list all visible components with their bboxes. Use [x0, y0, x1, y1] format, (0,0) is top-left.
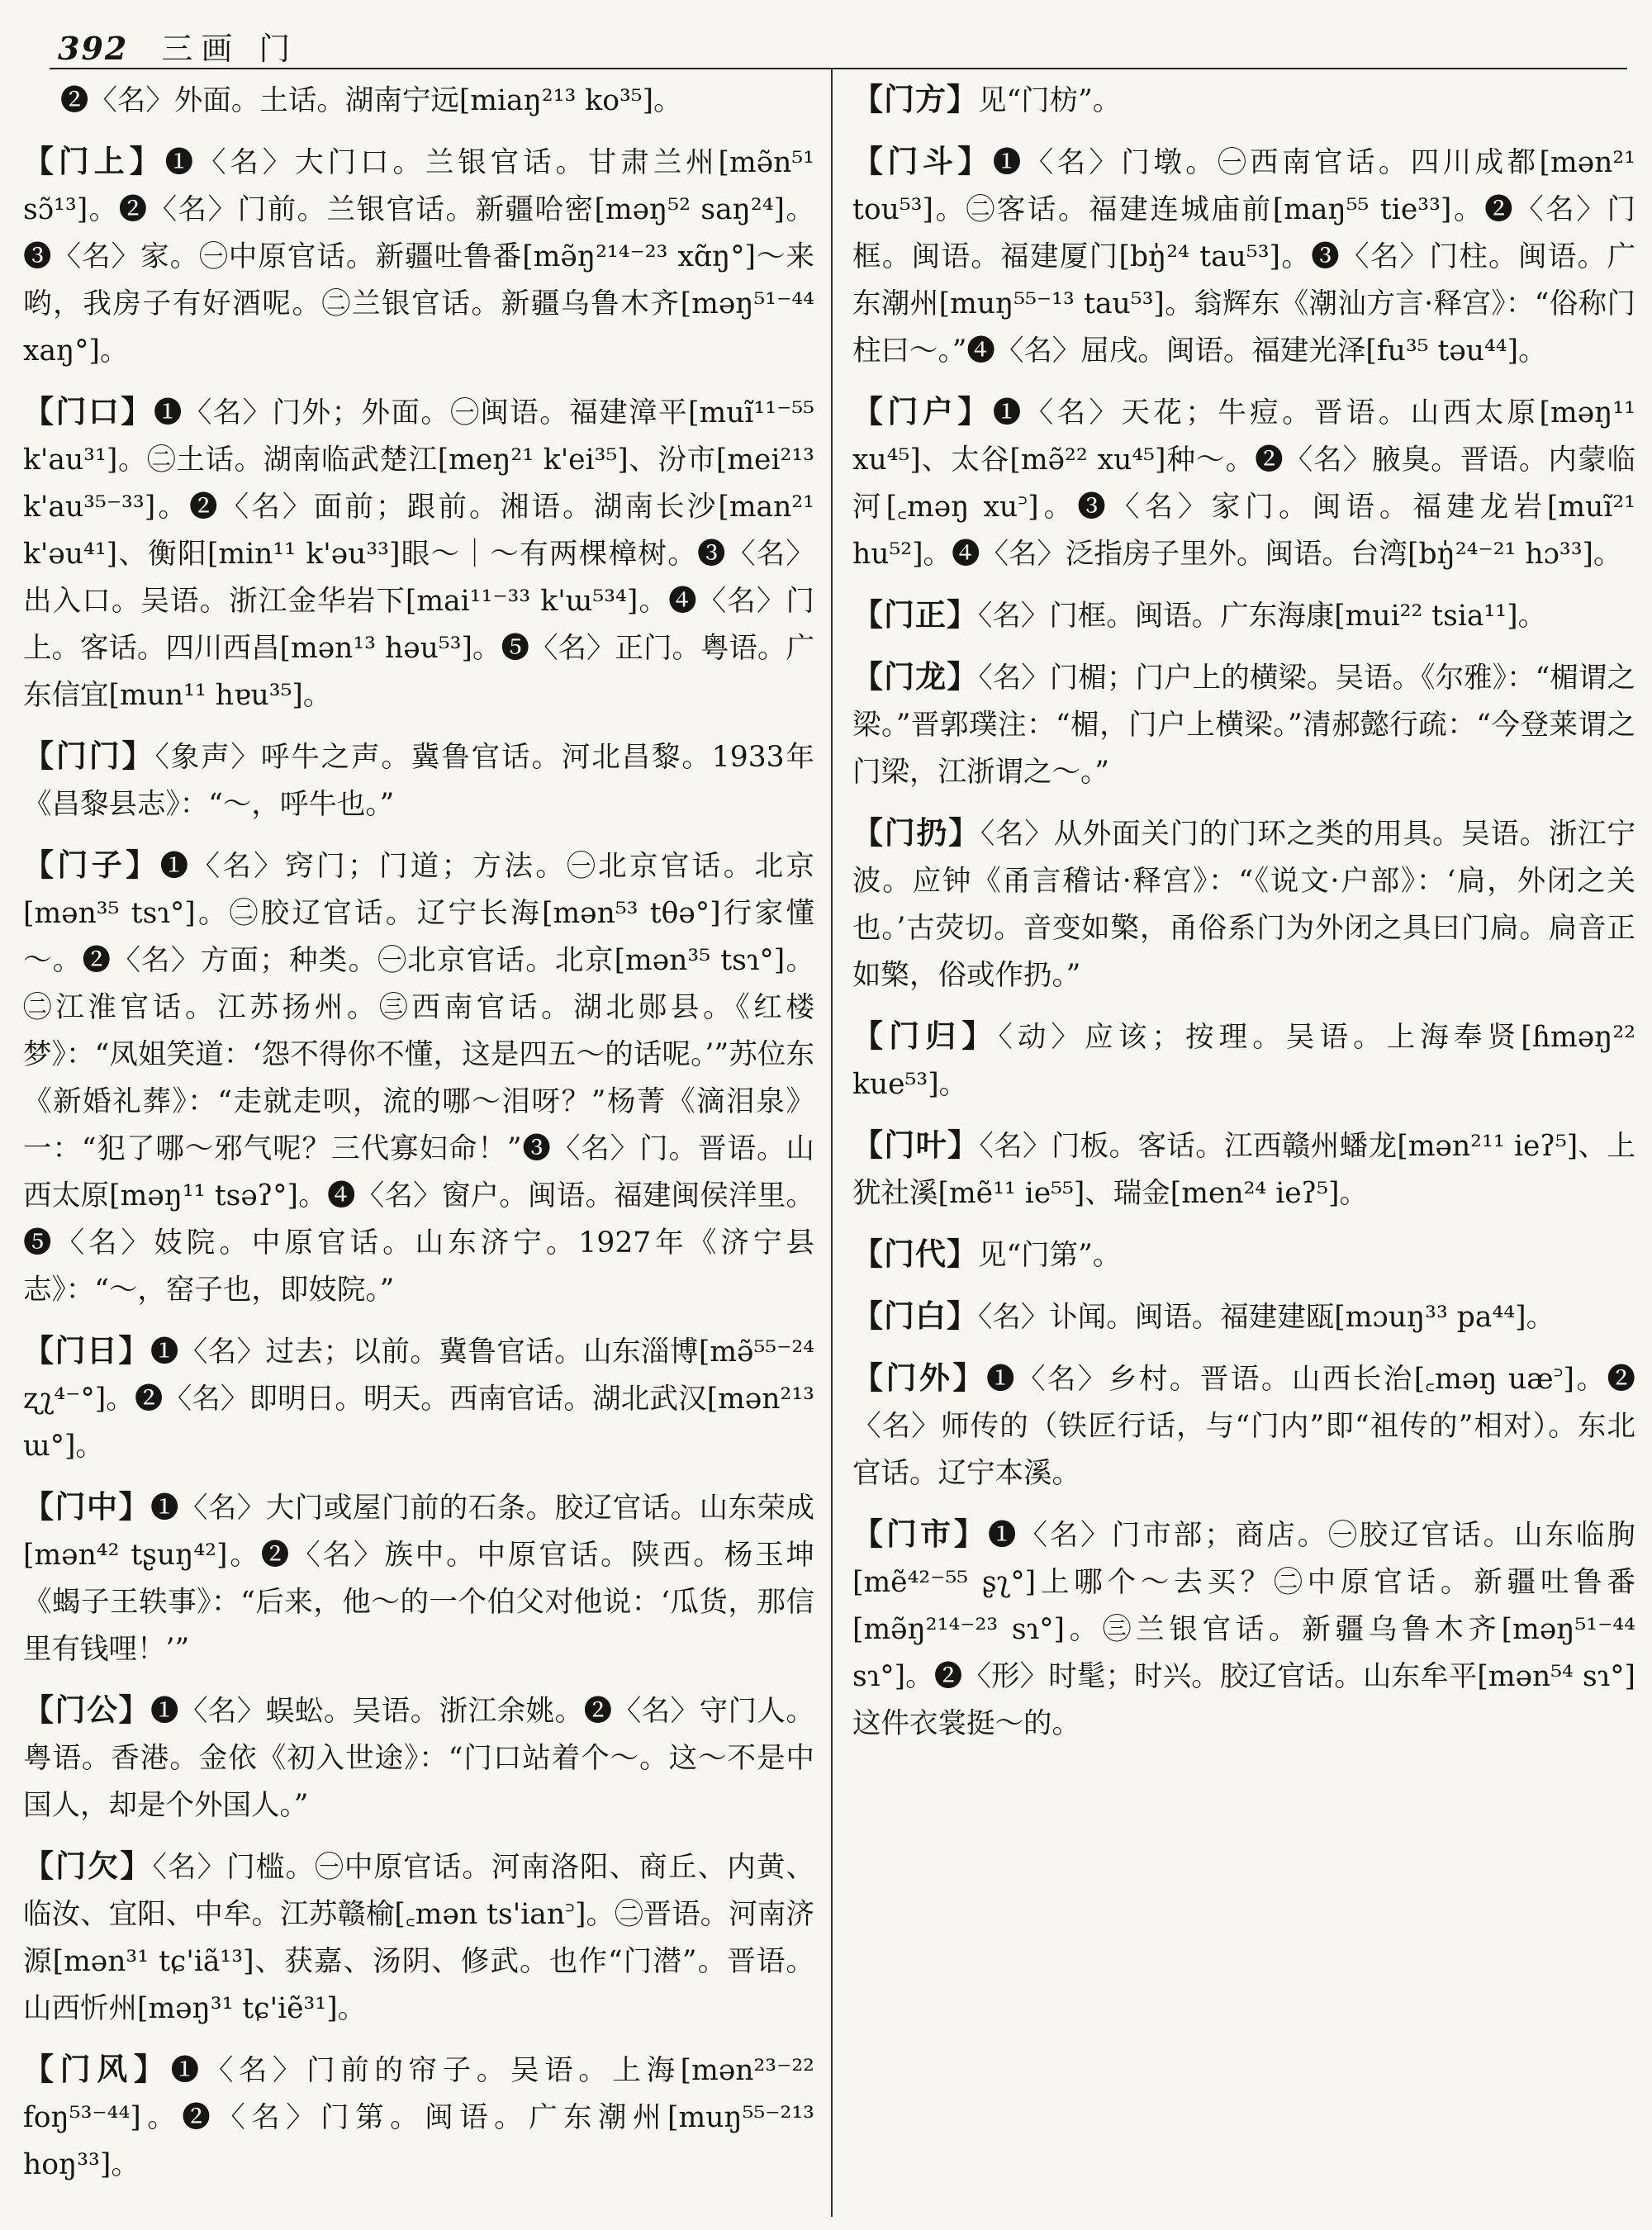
entry-headword: 【门外】	[852, 1359, 986, 1396]
entry-definition: 〈象声〉呼牛之声。冀鲁官话。河北昌黎。1933年《昌黎县志》：“～，呼牛也。”	[23, 741, 814, 821]
page-header	[58, 23, 1619, 73]
entry-definition: 〈名〉门板。客话。江西赣州蟠龙[mən²¹¹ ieʔ⁵]、上犹社溪[mẽ¹¹ ie⁵⁵]、瑞金[men²⁴ ieʔ⁵]。	[852, 1130, 1635, 1210]
entry-definition: 〈名〉门框。闽语。广东海康[mui²² tsia¹¹]。	[978, 600, 1547, 633]
entry-headword: 【门日】	[23, 1332, 150, 1369]
dictionary-entry	[23, 1483, 814, 1673]
entry-definition: 〈名〉从外面关门的门环之类的用具。吴语。浙江宁波。应钟《甬言稽诂·释宫》：“《说文·户部》：‘扃，外闭之关也。’古荧切。音变如檠，甬俗系门为外闭之具曰门扃。扃音正如檠，俗或作扔。”	[852, 818, 1636, 992]
entry-headword: 【门正】	[852, 596, 978, 633]
entry-headword: 【门上】	[23, 143, 165, 179]
entry-headword: 【门市】	[852, 1516, 988, 1552]
entry-definition: ❷〈名〉外面。土话。湖南宁远[miaŋ²¹³ ko³⁵]。	[59, 84, 682, 117]
entry-definition: ❶〈名〉乡村。晋语。山西长治[꜀məŋ uæ꜄]。❷〈名〉师传的（铁匠行话，与“门内”即“祖传的”相对）。东北官话。辽宁本溪。	[852, 1363, 1635, 1490]
entry-definition: ❶〈名〉门外；外面。㊀闽语。福建漳平[muĩ¹¹⁻⁵⁵ k'au³¹]。㊁土话。湖南临武楚江[meŋ²¹ k'ei³⁵]、汾市[mei²¹³ k'au³⁵⁻³³]。❷〈名〉面前；跟前。湘语。湖南长沙[man²¹ k'əu⁴¹]、衡阳[min¹¹ k'əu³³]眼～｜～有两棵樟树。❸〈名〉出入口。吴语。浙江金华岩下[mai¹¹⁻³³ k'ɯ⁵³⁴]。❹〈名〉门上。客话。四川西昌[mən¹³ həu⁵³]。❺〈名〉正门。粤语。广东信宜[mun¹¹ hɐu³⁵]。	[23, 396, 814, 712]
section-label: 三画 门	[161, 31, 299, 67]
left-column	[23, 76, 814, 2202]
entry-headword: 【门方】	[852, 81, 978, 117]
page-number: 392	[58, 30, 129, 67]
dictionary-entry	[852, 653, 1635, 796]
entry-definition: 见“门第”。	[978, 1239, 1122, 1272]
dictionary-entry	[852, 1511, 1635, 1748]
entry-headword: 【门口】	[23, 393, 154, 429]
dictionary-entry	[23, 76, 814, 125]
entry-definition: ❶〈名〉大门口。兰银官话。甘肃兰州[mə̃n⁵¹ sɔ̃¹³]。❷〈名〉门前。兰银官话。新疆哈密[məŋ⁵² saŋ²⁴]。❸〈名〉家。㊀中原官话。新疆吐鲁番[mə̃ŋ²¹⁴⁻²³ xɑ̃ŋ°]～来哟，我房子有好酒呢。㊁兰银官话。新疆乌鲁木齐[məŋ⁵¹⁻⁴⁴ xaŋ°]。	[23, 146, 814, 368]
entry-definition: 〈名〉门槛。㊀中原官话。河南洛阳、商丘、内黄、临汝、宜阳、中牟。江苏赣榆[꜀mən ts'ian꜄]。㊁晋语。河南济源[mən³¹ tɕ'iã¹³]、获嘉、汤阴、修武。也作“门潜”。晋语。山西忻州[məŋ³¹ tɕ'iẽ³¹]。	[23, 1851, 814, 2025]
dictionary-entry	[23, 138, 814, 375]
dictionary-entry	[23, 733, 814, 828]
entry-headword: 【门龙】	[852, 658, 979, 695]
dictionary-entry	[23, 842, 814, 1314]
entry-definition: ❶〈名〉蜈蚣。吴语。浙江余姚。❷〈名〉守门人。粤语。香港。金依《初入世途》：“门口站着个～。这～不是中国人，却是个外国人。”	[23, 1695, 815, 1822]
dictionary-entry	[23, 1327, 814, 1470]
right-column	[852, 76, 1635, 1761]
entry-definition: ❶〈名〉过去；以前。冀鲁官话。山东淄博[mə̃⁵⁵⁻²⁴ ʐʅ⁴⁻°]。❷〈名〉即明日。明天。西南官话。湖北武汉[mən²¹³ ɯ°]。	[23, 1336, 815, 1463]
entry-headword: 【门白】	[852, 1298, 978, 1334]
entry-definition: ❶〈名〉门市部；商店。㊀胶辽官话。山东临朐[mẽ⁴²⁻⁵⁵ ʂʅ°]上哪个～去买？㊁中原官话。新疆吐鲁番[mə̃ŋ²¹⁴⁻²³ sɿ°]。㊂兰银官话。新疆乌鲁木齐[məŋ⁵¹⁻⁴⁴ sɿ°]。❷〈形〉时髦；时兴。胶辽官话。山东牟平[mən⁵⁴ sɿ°]这件衣裳挺～的。	[852, 1519, 1636, 1740]
dictionary-entry	[852, 1231, 1635, 1279]
entry-headword: 【门户】	[852, 393, 993, 429]
entry-definition: ❶〈名〉门前的帘子。吴语。上海[mən²³⁻²² foŋ⁵³⁻⁴⁴]。❷〈名〉门第。闽语。广东潮州[muŋ⁵⁵⁻²¹³ hoŋ³³]。	[23, 2054, 814, 2181]
entry-headword: 【门归】	[852, 1018, 999, 1054]
entry-definition: ❶〈名〉天花；牛痘。晋语。山西太原[məŋ¹¹ xu⁴⁵]、太谷[mə̃²² xu⁴⁵]种～。❷〈名〉腋臭。晋语。内蒙临河[꜀məŋ xu꜄]。❸〈名〉家门。闽语。福建龙岩[muĩ²¹ hu⁵²]。❹〈名〉泛指房子里外。闽语。台湾[bŋ̍²⁴⁻²¹ hɔ³³]。	[852, 396, 1635, 571]
column-divider	[831, 69, 833, 2217]
entry-headword: 【门门】	[23, 738, 155, 774]
entry-headword: 【门叶】	[852, 1127, 980, 1163]
entry-headword: 【门斗】	[852, 143, 993, 179]
entry-definition: 〈动〉应该；按理。吴语。上海奉贤[ɦməŋ²² kue⁵³]。	[852, 1021, 1635, 1101]
entry-definition: ❶〈名〉门墩。㊀西南官话。四川成都[mən²¹ tou⁵³]。㊁客话。福建连城庙前[maŋ⁵⁵ tie³³]。❷〈名〉门框。闽语。福建厦门[bŋ̍²⁴ tau⁵³]。❸〈名〉门柱。闽语。广东潮州[muŋ⁵⁵⁻¹³ tau⁵³]。翁辉东《潮汕方言·释宫》：“俗称门柱曰～。”❹〈名〉屈戌。闽语。福建光泽[fu³⁵ təu⁴⁴]。	[852, 146, 1635, 368]
entry-headword: 【门欠】	[23, 1848, 153, 1884]
dictionary-entry	[852, 1355, 1635, 1497]
entry-headword: 【门公】	[23, 1691, 150, 1728]
dictionary-entry	[852, 1013, 1635, 1108]
entry-headword: 【门中】	[23, 1488, 150, 1525]
dictionary-entry	[852, 76, 1635, 125]
dictionary-entry	[852, 138, 1635, 375]
entry-definition: 〈名〉门楣；门户上的横梁。吴语。《尔雅》：“楣谓之梁。”晋郭璞注：“楣，门户上横梁。”清郝懿行疏：“今登莱谓之门梁，江浙谓之～。”	[852, 662, 1636, 789]
entry-headword: 【门风】	[23, 2051, 171, 2087]
dictionary-entry	[852, 809, 1635, 999]
entry-headword: 【门扔】	[852, 814, 981, 851]
dictionary-entry	[23, 388, 814, 719]
entry-definition: ❶〈名〉大门或屋门前的石条。胶辽官话。山东荣成[mən⁴² tʂuŋ⁴²]。❷〈名〉族中。中原官话。陕西。杨玉坤《蝎子王轶事》：“后来，他～的一个伯父对他说：‘瓜货，那信里有钱哩！’”	[23, 1492, 815, 1666]
entry-headword: 【门子】	[23, 847, 160, 883]
dictionary-entry	[23, 1843, 814, 2033]
dictionary-entry	[852, 1293, 1635, 1341]
dictionary-entry	[852, 1122, 1635, 1217]
entry-definition: 〈名〉讣闻。闽语。福建建瓯[mɔuŋ³³ pa⁴⁴]。	[978, 1301, 1555, 1334]
dictionary-entry	[852, 591, 1635, 640]
dictionary-entry	[852, 388, 1635, 578]
entry-headword: 【门代】	[852, 1236, 978, 1272]
entry-definition: ❶〈名〉窍门；门道；方法。㊀北京官话。北京[mən³⁵ tsɿ°]。㊁胶辽官话。辽宁长海[mən⁵³ tθə°]行家懂～。❷〈名〉方面；种类。㊀北京官话。北京[mən³⁵ tsɿ°]。㊁江淮官话。江苏扬州。㊂西南官话。湖北郧县。《红楼梦》：“凤姐笑道：‘怨不得你不懂，这是四五～的话呢。’”苏位东《新婚礼葬》：“走就走呗，流的哪～泪呀？”杨菁《滴泪泉》一：“犯了哪～邪气呢？三代寡妇命！”❸〈名〉门。晋语。山西太原[məŋ¹¹ tsəʔ°]。❹〈名〉窗户。闽语。福建闽侯洋里。❺〈名〉妓院。中原官话。山东济宁。1927年《济宁县志》：“～，窑子也，即妓院。”	[23, 850, 815, 1307]
entry-definition: 见“门枋”。	[978, 84, 1122, 117]
dictionary-entry	[23, 1687, 814, 1829]
dictionary-entry	[23, 2046, 814, 2189]
header-rule	[50, 68, 1627, 69]
